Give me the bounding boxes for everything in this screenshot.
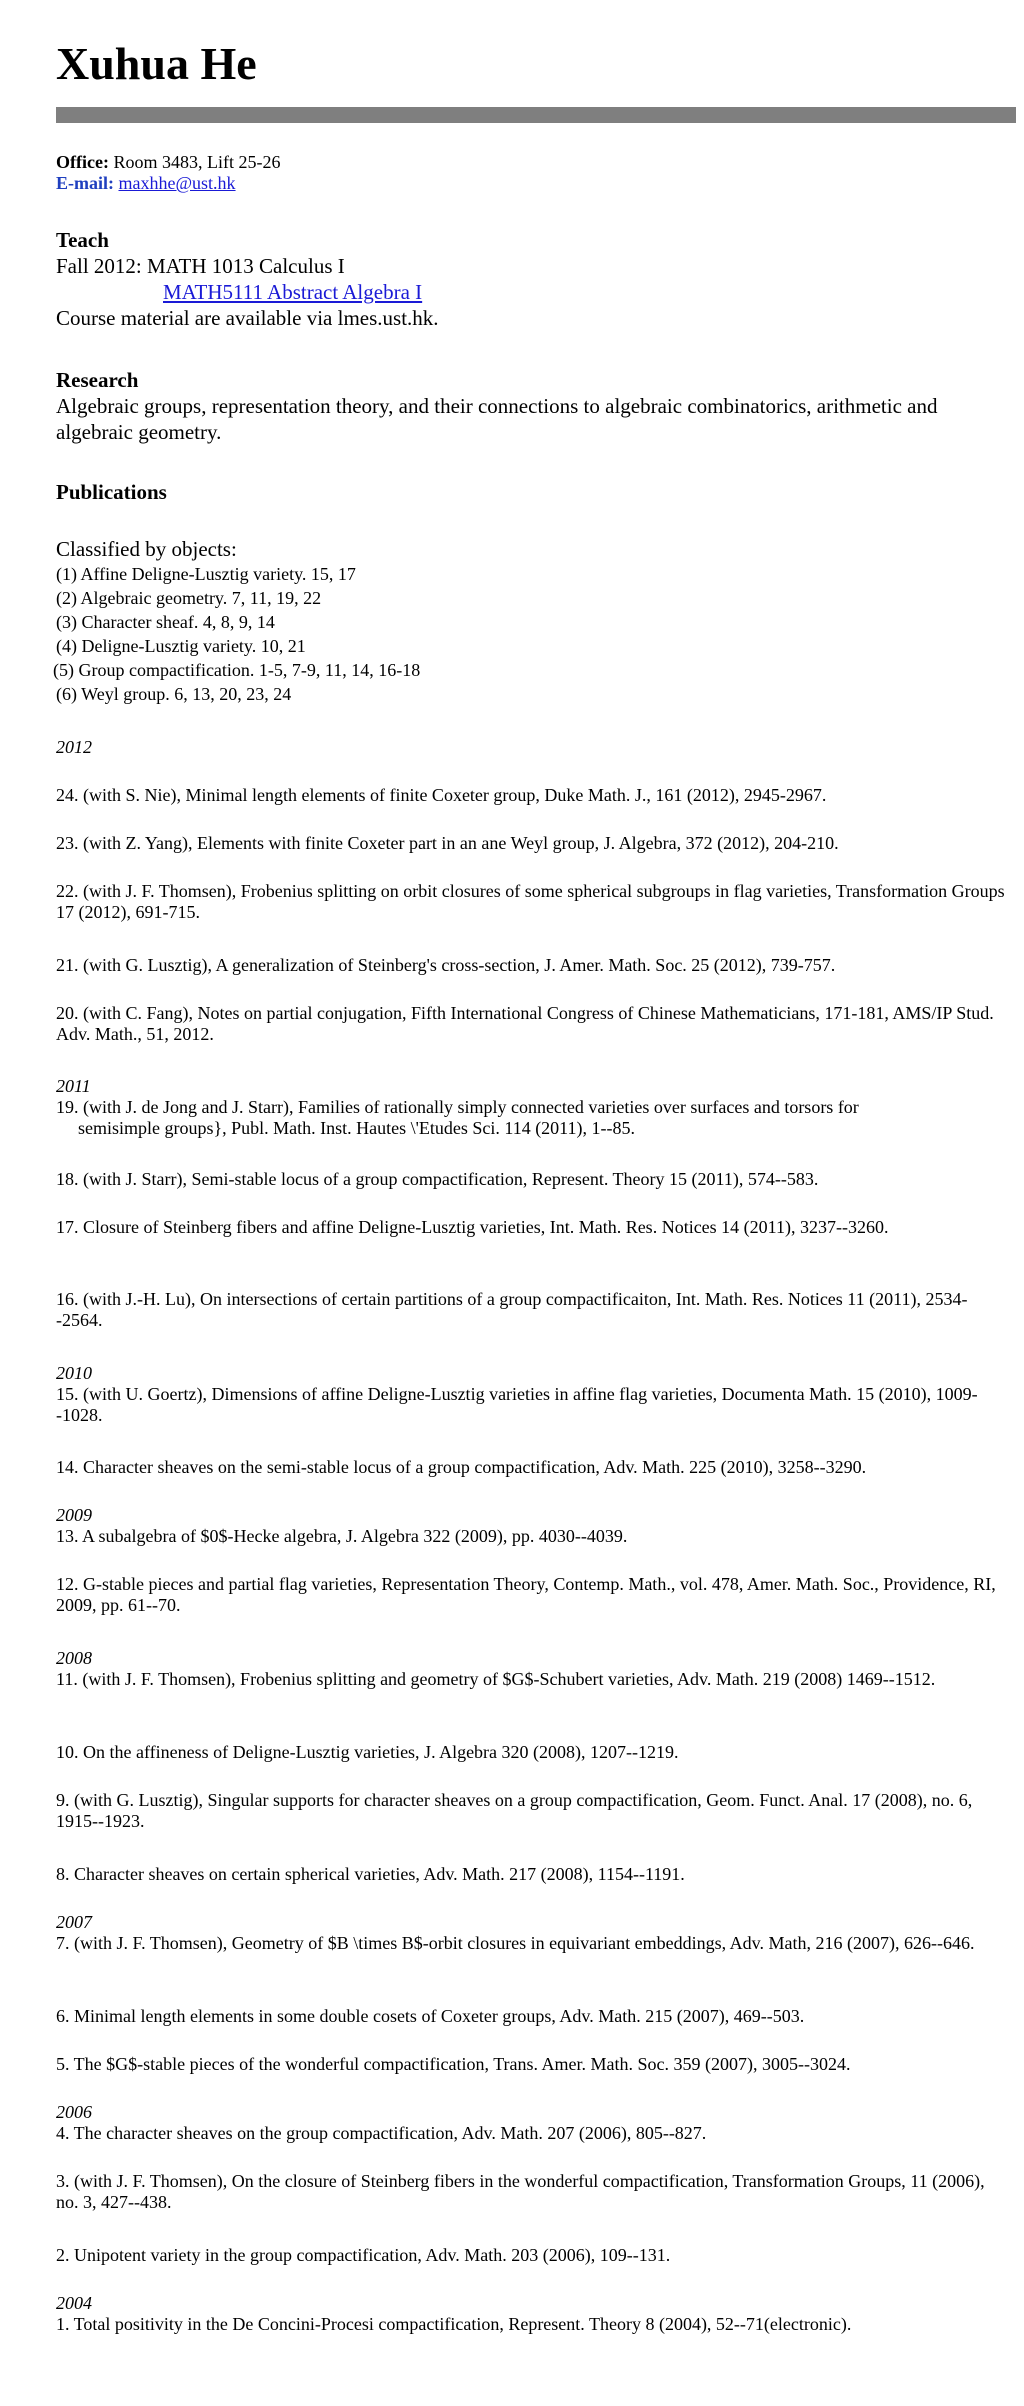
year-heading-2006: 2006 xyxy=(56,2102,92,2122)
publication-entry: 13. A subalgebra of $0$-Hecke algebra, J. Algebra 322 (2009), pp. 4030--4039. xyxy=(56,1526,628,1546)
publication-entry: 2. Unipotent variety in the group compactification, Adv. Math. 203 (2006), 109--131. xyxy=(56,2245,671,2265)
year-heading-2010: 2010 xyxy=(56,1363,92,1383)
teach-line-1: Fall 2012: MATH 1013 Calculus I xyxy=(56,254,345,278)
publication-entry: 18. (with J. Starr), Semi-stable locus of a group compactification, Represent. Theory 15 (2011), 574--583. xyxy=(56,1169,819,1189)
teach-section xyxy=(56,227,439,331)
publication-entry-line: 19. (with J. de Jong and J. Starr), Families of rationally simply connected varieties over surfaces and torsors for xyxy=(56,1097,859,1117)
publication-entry-line: semisimple groups}, Publ. Math. Inst. Hautes \'Etudes Sci. 114 (2011), 1--85. xyxy=(78,1118,635,1138)
classified-item: (5) Group compactification. 1-5, 7-9, 11, 14, 16-18 xyxy=(53,660,421,680)
publication-entry: 3. (with J. F. Thomsen), On the closure of Steinberg fibers in the wonderful compactification, Transformation Groups, 11 (2006), no. 3, 427--438. xyxy=(56,2171,985,2212)
publication-entry: 16. (with J.-H. Lu), On intersections of certain partitions of a group compactificaiton, Int. Math. Res. Notices 11 (2011), 2534--2564. xyxy=(56,1289,968,1330)
title-divider xyxy=(56,107,1016,123)
year-heading-2007: 2007 xyxy=(56,1912,92,1932)
publication-entry: 11. (with J. F. Thomsen), Frobenius splitting and geometry of $G$-Schubert varieties, Adv. Math. 219 (2008) 1469--1512. xyxy=(56,1669,936,1689)
classified-item: (6) Weyl group. 6, 13, 20, 23, 24 xyxy=(56,684,292,704)
publication-entry: 17. Closure of Steinberg fibers and affine Deligne-Lusztig varieties, Int. Math. Res. Notices 14 (2011), 3237--3260. xyxy=(56,1217,889,1237)
publication-entry: 21. (with G. Lusztig), A generalization of Steinberg's cross-section, J. Amer. Math. Soc. 25 (2012), 739-757. xyxy=(56,955,836,975)
classified-item: (1) Affine Deligne-Lusztig variety. 15, 17 xyxy=(56,564,356,584)
year-heading-2012: 2012 xyxy=(56,737,92,757)
publication-entry: 22. (with J. F. Thomsen), Frobenius splitting on orbit closures of some spherical subgroups in flag varieties, Transformation Groups 17 (2012), 691-715. xyxy=(56,881,1005,922)
year-heading-2009: 2009 xyxy=(56,1505,92,1525)
publication-entry xyxy=(56,1097,1006,1139)
classified-list xyxy=(53,536,421,706)
research-heading: Research xyxy=(56,368,139,392)
publication-entry: 12. G-stable pieces and partial flag varieties, Representation Theory, Contemp. Math., vol. 478, Amer. Math. Soc., Providence, RI, 2009, pp. 61--70. xyxy=(56,1574,996,1615)
research-section xyxy=(56,367,996,445)
publication-entry: 20. (with C. Fang), Notes on partial conjugation, Fifth International Congress of Chinese Mathematicians, 171-181, AMS/IP Stud. Adv. Math., 51, 2012. xyxy=(56,1003,994,1044)
year-heading-2008: 2008 xyxy=(56,1648,92,1668)
contact-block xyxy=(56,152,280,194)
publication-entry: 24. (with S. Nie), Minimal length elements of finite Coxeter group, Duke Math. J., 161 (2012), 2945-2967. xyxy=(56,785,827,805)
publications-heading: Publications xyxy=(56,480,167,504)
publication-entry: 14. Character sheaves on the semi-stable locus of a group compactification, Adv. Math. 225 (2010), 3258--3290. xyxy=(56,1457,867,1477)
classified-item: (2) Algebraic geometry. 7, 11, 19, 22 xyxy=(56,588,322,608)
classified-item: (3) Character sheaf. 4, 8, 9, 14 xyxy=(56,612,275,632)
publication-entry: 10. On the affineness of Deligne-Lusztig varieties, J. Algebra 320 (2008), 1207--1219. xyxy=(56,1742,679,1762)
publication-entry: 8. Character sheaves on certain spherical varieties, Adv. Math. 217 (2008), 1154--1191. xyxy=(56,1864,685,1884)
classified-item: (4) Deligne-Lusztig variety. 10, 21 xyxy=(56,636,306,656)
classified-title: Classified by objects: xyxy=(56,537,237,561)
year-heading-2011: 2011 xyxy=(56,1076,91,1096)
email-link[interactable]: maxhhe@ust.hk xyxy=(118,173,236,193)
publication-entry: 5. The $G$-stable pieces of the wonderful compactification, Trans. Amer. Math. Soc. 359 (2007), 3005--3024. xyxy=(56,2054,851,2074)
office-label: Office: xyxy=(56,152,109,172)
publication-entry: 9. (with G. Lusztig), Singular supports for character sheaves on a group compactification, Geom. Funct. Anal. 17 (2008), no. 6, 1915--1923. xyxy=(56,1790,973,1831)
teach-heading: Teach xyxy=(56,228,109,252)
office-line xyxy=(56,152,280,173)
page-title: Xuhua He xyxy=(56,38,257,89)
office-value: Room 3483, Lift 25-26 xyxy=(113,152,281,172)
email-label: E-mail: xyxy=(56,173,114,193)
research-text: Algebraic groups, representation theory, and their connections to algebraic combinatorics, arithmetic and algebraic geometry. xyxy=(56,394,938,444)
publication-entry: 4. The character sheaves on the group compactification, Adv. Math. 207 (2006), 805--827. xyxy=(56,2123,707,2143)
email-line xyxy=(56,173,280,194)
publication-entry: 1. Total positivity in the De Concini-Procesi compactification, Represent. Theory 8 (2004), 52--71(electronic). xyxy=(56,2314,852,2334)
year-heading-2004: 2004 xyxy=(56,2293,92,2313)
publication-entry: 15. (with U. Goertz), Dimensions of affine Deligne-Lusztig varieties in affine flag varieties, Documenta Math. 15 (2010), 1009--1028. xyxy=(56,1384,978,1425)
publication-entry: 6. Minimal length elements in some double cosets of Coxeter groups, Adv. Math. 215 (2007), 469--503. xyxy=(56,2006,805,2026)
publication-entry: 23. (with Z. Yang), Elements with finite Coxeter part in an ane Weyl group, J. Algebra, 372 (2012), 204-210. xyxy=(56,833,839,853)
course-link-math5111[interactable]: MATH5111 Abstract Algebra I xyxy=(163,280,423,304)
publication-entry: 7. (with J. F. Thomsen), Geometry of $B \times B$-orbit closures in equivariant embeddings, Adv. Math, 216 (2007), 626--646. xyxy=(56,1933,975,1953)
teach-line-2 xyxy=(56,279,439,305)
teach-line-3: Course material are available via lmes.ust.hk. xyxy=(56,306,439,330)
